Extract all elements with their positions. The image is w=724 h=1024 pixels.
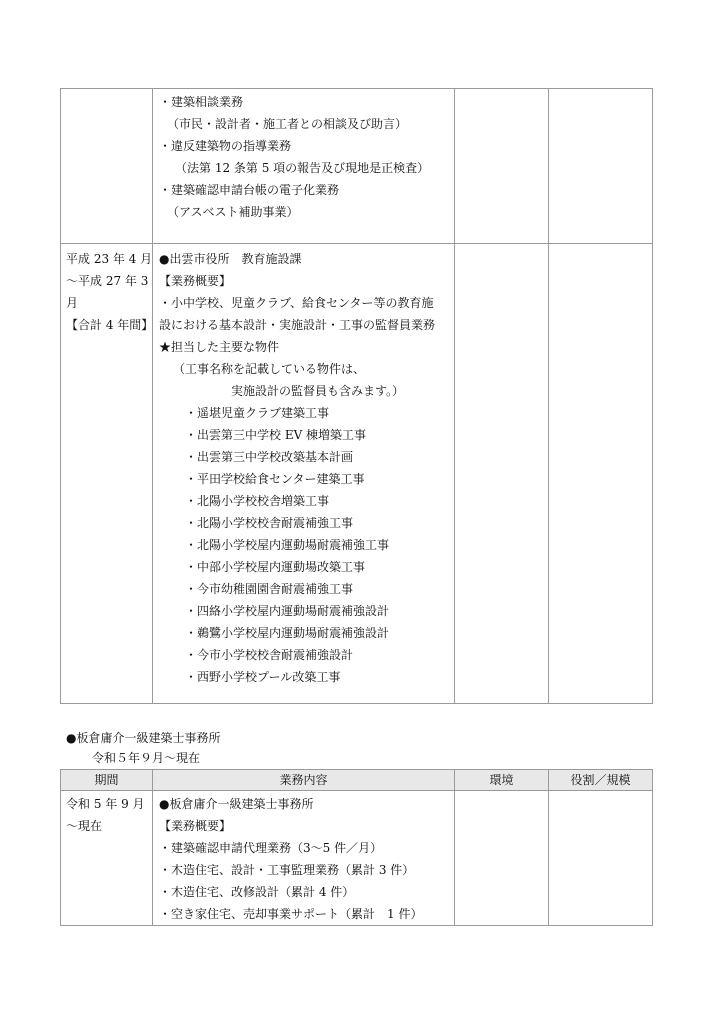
career-table-continued bbox=[60, 88, 653, 704]
header-content: 業務内容 bbox=[153, 770, 455, 791]
period-line: ～平成 27 年 3 bbox=[66, 274, 149, 288]
project-item: ・遥堪児童クラブ建築工事 bbox=[185, 406, 330, 420]
overview-heading: 【業務概要】 bbox=[159, 819, 232, 833]
organization-name: ●板倉庸介一級建築士事務所 bbox=[159, 797, 314, 811]
role-cell bbox=[549, 791, 653, 926]
period-cell bbox=[61, 791, 153, 926]
duty-line: ・違反建築物の指導業務 bbox=[159, 139, 292, 153]
environment-cell bbox=[455, 244, 549, 704]
duty-line: ・建築相談業務 bbox=[159, 95, 244, 109]
period-line: 月 bbox=[66, 296, 79, 310]
content-cell bbox=[153, 791, 455, 926]
overview-line: 設における基本設計・実施設計・工事の監督員業務 bbox=[159, 318, 436, 332]
duty-line: ・空き家住宅、売却事業サポート（累計 1 件） bbox=[159, 907, 423, 921]
role-cell bbox=[549, 244, 653, 704]
duty-line: ・木造住宅、設計・工事監理業務（累計 3 件） bbox=[159, 863, 415, 877]
project-item: ・鵜鷺小学校屋内運動場耐震補強設計 bbox=[185, 626, 390, 640]
content-cell bbox=[153, 89, 455, 244]
project-item: ・平田学校給食センター建築工事 bbox=[185, 472, 365, 486]
environment-cell bbox=[455, 791, 549, 926]
organization-name: ●出雲市役所 教育施設課 bbox=[159, 252, 302, 266]
table-row bbox=[61, 89, 653, 244]
duty-line: （法第 12 条第 5 項の報告及び現地是正検査） bbox=[175, 161, 430, 175]
project-item: ・今市小学校校舎耐震補強設計 bbox=[185, 648, 354, 662]
overview-line: ・小中学校、児童クラブ、給食センター等の教育施 bbox=[159, 296, 434, 310]
duty-line: ・木造住宅、改修設計（累計 4 件） bbox=[159, 885, 355, 899]
period-line: ～現在 bbox=[66, 819, 103, 833]
projects-heading: ★担当した主要な物件 bbox=[159, 340, 280, 354]
header-period: 期間 bbox=[61, 770, 153, 791]
period-cell bbox=[61, 244, 153, 704]
duty-line: ・建築確認申請代理業務（3～5 件／月） bbox=[159, 841, 383, 855]
content-cell bbox=[153, 244, 455, 704]
duty-line: ・建築確認申請台帳の電子化業務 bbox=[159, 183, 340, 197]
project-item: ・四絡小学校屋内運動場耐震補強設計 bbox=[185, 604, 390, 618]
project-item: ・出雲第三中学校改築基本計画 bbox=[185, 450, 354, 464]
project-item: ・北陽小学校校舎耐震補強工事 bbox=[185, 516, 354, 530]
project-item: ・北陽小学校屋内運動場耐震補強工事 bbox=[185, 538, 390, 552]
period-line: 【合計 4 年間】 bbox=[66, 318, 154, 332]
period-line: 平成 23 年 4 月 bbox=[66, 252, 153, 266]
environment-cell bbox=[455, 89, 549, 244]
projects-note: 実施設計の監督員も含みます。） bbox=[231, 384, 405, 398]
overview-heading: 【業務概要】 bbox=[159, 274, 232, 288]
project-item: ・北陽小学校校舎増築工事 bbox=[185, 494, 330, 508]
table-header-row bbox=[61, 770, 653, 791]
duty-line: （アスベスト補助事業） bbox=[167, 205, 299, 219]
header-environment: 環境 bbox=[455, 770, 549, 791]
role-cell bbox=[549, 89, 653, 244]
section-title: ●板倉庸介一級建築士事務所 bbox=[66, 731, 221, 745]
project-item: ・今市幼稚園園舎耐震補強工事 bbox=[185, 582, 354, 596]
projects-note: （工事名称を記載している物件は、 bbox=[173, 362, 366, 376]
table-row bbox=[61, 244, 653, 704]
period-cell bbox=[61, 89, 153, 244]
project-item: ・出雲第三中学校 EV 棟増築工事 bbox=[185, 428, 367, 442]
career-table-current bbox=[60, 769, 653, 926]
project-item: ・西野小学校プール改築工事 bbox=[185, 670, 341, 684]
period-line: 令和 5 年 9 月 bbox=[66, 797, 145, 811]
section-subtitle: 令和５年９月～現在 bbox=[92, 751, 201, 765]
table-row bbox=[61, 791, 653, 926]
project-item: ・中部小学校屋内運動場改築工事 bbox=[185, 560, 366, 574]
header-role: 役割／規模 bbox=[549, 770, 653, 791]
duty-line: （市民・設計者・施工者との相談及び助言） bbox=[167, 117, 408, 131]
